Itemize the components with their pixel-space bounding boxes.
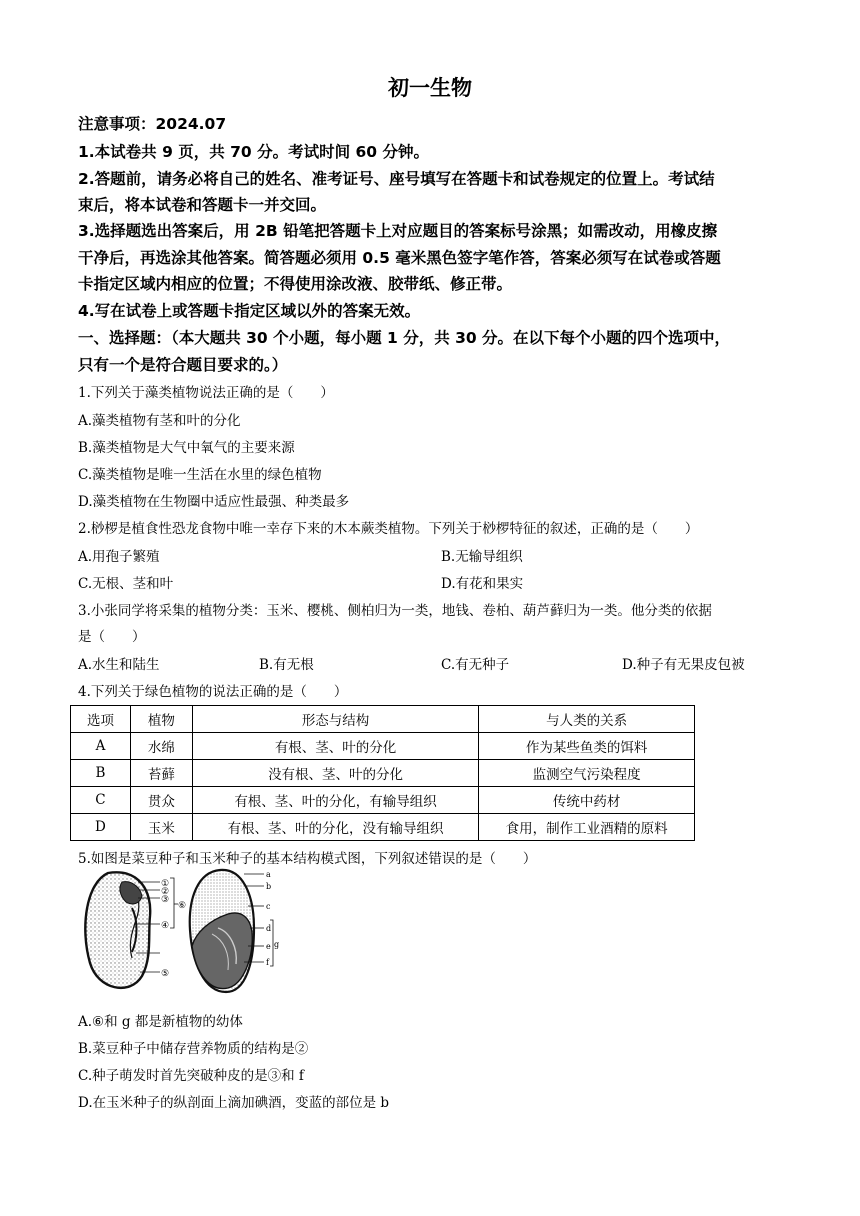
question-2-option: C.无根、茎和叶 <box>78 576 174 592</box>
table-cell: B <box>71 760 131 787</box>
question-3-option: D.种子有无果皮包被 <box>622 657 745 673</box>
table-cell: 有根、茎、叶的分化 <box>192 733 479 760</box>
table-cell: 传统中药材 <box>479 787 695 814</box>
question-5-option: C.种子萌发时首先突破种皮的是③和 f <box>78 1068 304 1084</box>
notice-line: 干净后，再选涂其他答案。简答题必须用 0.5 毫米黑色签字笔作答，答案必须写在试卷或答题 <box>78 249 721 267</box>
table-header-cell: 植物 <box>130 706 192 733</box>
question-2-stem: 2.桫椤是植食性恐龙食物中唯一幸存下来的木本蕨类植物。下列关于桫椤特征的叙述，正确的是（ ） <box>78 521 699 537</box>
bean-label: ③ <box>160 895 170 905</box>
table-cell: A <box>71 733 131 760</box>
table-cell: 贯众 <box>130 787 192 814</box>
corn-label: d <box>266 924 272 933</box>
notice-line: 2.答题前，请务必将自己的姓名、准考证号、座号填写在答题卡和试卷规定的位置上。考试结 <box>78 170 715 188</box>
table-header-row <box>71 706 695 733</box>
question-1-option: D.藻类植物在生物圈中适应性最强、种类最多 <box>78 494 350 510</box>
notice-line: 1.本试卷共 9 页，共 70 分。考试时间 60 分钟。 <box>78 143 429 161</box>
bean-label: ④ <box>160 921 170 931</box>
question-3-option: B.有无根 <box>259 657 314 673</box>
notice-heading: 注意事项：2024.07 <box>78 115 227 133</box>
notice-line: 3.选择题选出答案后，用 2B 铅笔把答题卡上对应题目的答案标号涂黑；如需改动，用橡皮擦 <box>78 222 718 240</box>
section-heading: 只有一个是符合题目要求的。） <box>78 356 288 374</box>
table-header-cell: 选项 <box>71 706 131 733</box>
question-3-option: C.有无种子 <box>441 657 510 673</box>
corn-label: e <box>266 942 271 951</box>
bean-label: ⑤ <box>160 969 170 979</box>
table-row <box>71 760 695 787</box>
corn-label: c <box>266 902 271 911</box>
corn-label: a <box>266 870 271 879</box>
table-cell: D <box>71 814 131 841</box>
bean-label: ⑥ <box>177 901 187 911</box>
table-cell: 作为某些鱼类的饵料 <box>479 733 695 760</box>
table-cell: 水绵 <box>130 733 192 760</box>
corn-label: g <box>274 940 280 949</box>
table-cell: 有根、茎、叶的分化，有输导组织 <box>192 787 479 814</box>
table-cell: 监测空气污染程度 <box>479 760 695 787</box>
question-5-option: B.菜豆种子中储存营养物质的结构是② <box>78 1041 309 1057</box>
question-5-option: D.在玉米种子的纵剖面上滴加碘酒，变蓝的部位是 b <box>78 1095 390 1111</box>
question-5-stem: 5.如图是菜豆种子和玉米种子的基本结构模式图，下列叙述错误的是（ ） <box>78 851 537 867</box>
table-row <box>71 787 695 814</box>
question-1-option: B.藻类植物是大气中氧气的主要来源 <box>78 440 295 456</box>
table-cell: 食用，制作工业酒精的原料 <box>479 814 695 841</box>
corn-label: b <box>266 882 272 891</box>
table-cell: 没有根、茎、叶的分化 <box>192 760 479 787</box>
question-1-stem: 1.下列关于藻类植物说法正确的是（ ） <box>78 385 334 401</box>
notice-line: 4.写在试卷上或答题卡指定区域以外的答案无效。 <box>78 302 421 320</box>
table-header-cell: 形态与结构 <box>192 706 479 733</box>
bean-label: ① <box>160 879 170 889</box>
question-1-option: A.藻类植物有茎和叶的分化 <box>78 413 241 429</box>
question-5-option: A.⑥和 g 都是新植物的幼体 <box>78 1014 243 1030</box>
corn-seed-drawing <box>190 870 273 992</box>
section-heading: 一、选择题：（本大题共 30 个小题，每小题 1 分，共 30 分。在以下每个小题的四个选项中， <box>78 329 731 347</box>
page-title: 初一生物 <box>388 76 472 100</box>
question-2-option: B.无输导组织 <box>441 549 523 565</box>
question-3-option: A.水生和陆生 <box>78 657 160 673</box>
question-2-option: D.有花和果实 <box>441 576 524 592</box>
question-1-option: C.藻类植物是唯一生活在水里的绿色植物 <box>78 467 322 483</box>
table-cell: 玉米 <box>130 814 192 841</box>
question-3-stem: 是（ ） <box>78 629 146 645</box>
question-2-option: A.用孢子繁殖 <box>78 549 160 565</box>
seed-structure-figure <box>78 858 278 1000</box>
notice-line: 束后，将本试卷和答题卡一并交回。 <box>78 196 327 214</box>
table-row <box>71 733 695 760</box>
question-4-stem: 4.下列关于绿色植物的说法正确的是（ ） <box>78 684 348 700</box>
bean-label: ② <box>160 887 170 897</box>
notice-line: 卡指定区域内相应的位置；不得使用涂改液、胶带纸、修正带。 <box>78 275 513 293</box>
table-cell: 苔藓 <box>130 760 192 787</box>
table-row <box>71 814 695 841</box>
table-cell: C <box>71 787 131 814</box>
corn-label: f <box>266 958 269 967</box>
question-4-table <box>70 705 695 841</box>
table-header-cell: 与人类的关系 <box>479 706 695 733</box>
question-3-stem: 3.小张同学将采集的植物分类：玉米、樱桃、侧柏归为一类，地钱、卷柏、葫芦藓归为一类。他分类的依据 <box>78 603 712 619</box>
table-cell: 有根、茎、叶的分化，没有输导组织 <box>192 814 479 841</box>
